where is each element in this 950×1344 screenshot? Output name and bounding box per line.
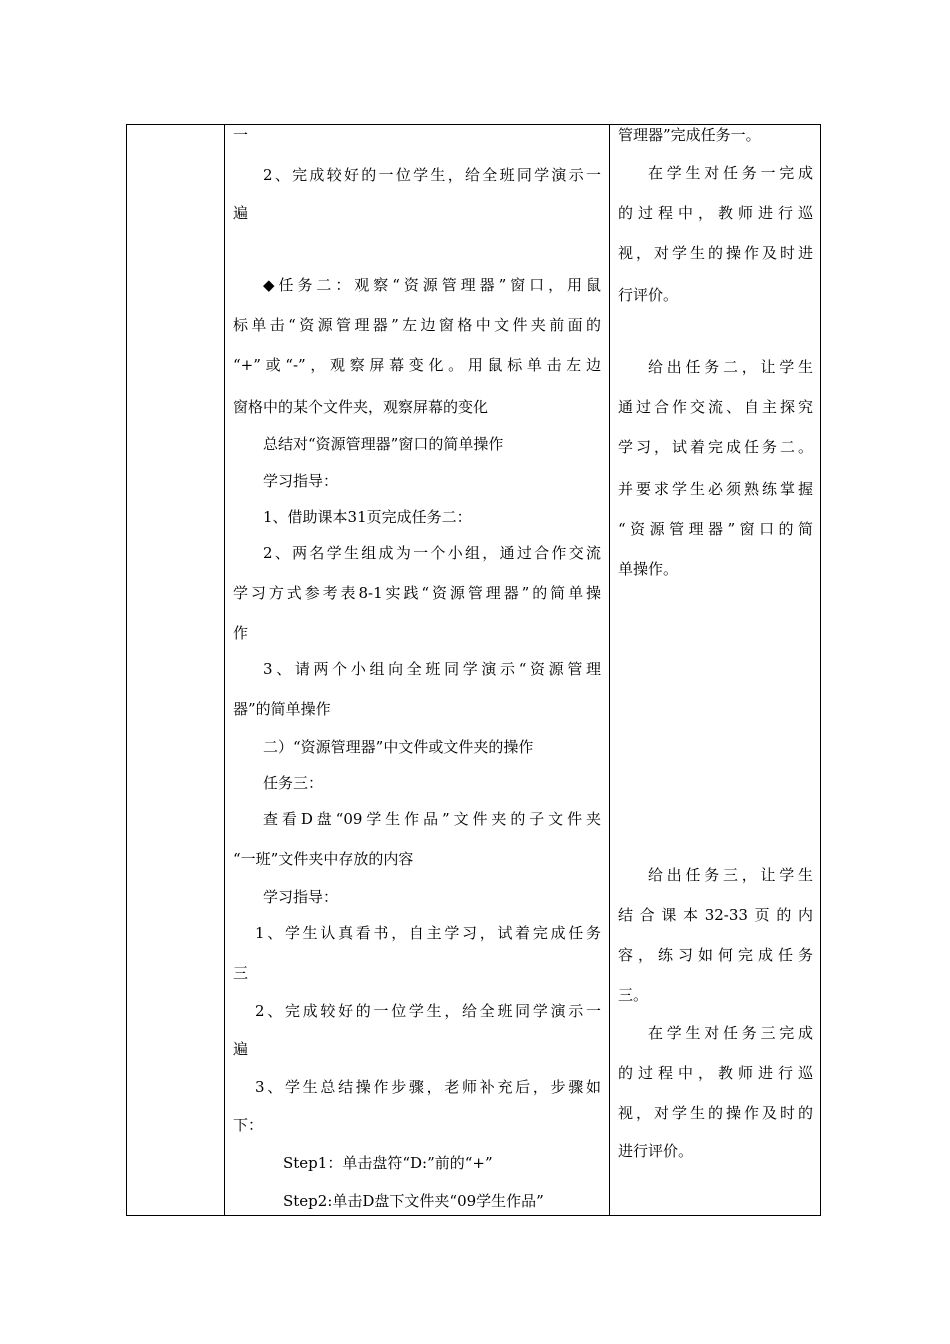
right-text-line: 三。 <box>618 986 649 1004</box>
mid-text-line: 下： <box>233 1116 264 1134</box>
right-text-line: 给出任务三，让学生 <box>648 866 813 884</box>
mid-text-line: 2、完成较好的一位学生，给全班同学演示一 <box>263 166 601 184</box>
right-text-line: 容，练习如何完成任务 <box>618 946 813 964</box>
mid-text-line: ◆任务二：观察“资源管理器”窗口，用鼠 <box>263 276 601 294</box>
mid-text-line: Step1：单击盘符“D:”前的“+” <box>283 1154 493 1172</box>
right-text-line: 视，对学生的操作及时进 <box>618 244 813 262</box>
right-text-line: 行评价。 <box>618 286 679 304</box>
mid-text-line: 学习指导： <box>263 472 339 490</box>
mid-text-line: 学习指导： <box>263 888 339 906</box>
right-text-line: 在学生对任务一完成 <box>648 164 813 182</box>
mid-text-line: 1、学生认真看书，自主学习，试着完成任务 <box>255 924 601 942</box>
right-text-line: 单操作。 <box>618 560 679 578</box>
mid-text-line: “+”或“-”，观察屏幕变化。用鼠标单击左边 <box>233 356 601 374</box>
right-text-line: “资源管理器”窗口的简 <box>618 520 813 538</box>
lesson-plan-table <box>126 124 821 1216</box>
mid-text-line: 标单击“资源管理器”左边窗格中文件夹前面的 <box>233 316 601 334</box>
mid-text-line: 三 <box>233 964 249 982</box>
mid-text-line: 学习方式参考表8-1实践“资源管理器”的简单操 <box>233 584 601 602</box>
right-text-line: 视，对学生的操作及时的 <box>618 1104 813 1122</box>
right-text-line: 并要求学生必须熟练掌握 <box>618 480 813 498</box>
right-text-line: 进行评价。 <box>618 1142 694 1160</box>
right-text-line: 的过程中，教师进行巡 <box>618 1064 813 1082</box>
mid-text-line: 遍 <box>233 204 249 222</box>
right-text-line: 结合课本32-33页的内 <box>618 906 813 924</box>
mid-text-line: 二）“资源管理器”中文件或文件夹的操作 <box>263 738 534 756</box>
mid-text-line: 任务三： <box>263 774 324 792</box>
column-divider-left <box>224 125 225 1215</box>
right-text-line: 学习，试着完成任务二。 <box>618 438 813 456</box>
mid-text-line: Step2:单击D盘下文件夹“09学生作品” <box>283 1192 544 1210</box>
mid-text-line: 3、请两个小组向全班同学演示“资源管理 <box>263 660 601 678</box>
mid-text-line: 器”的简单操作 <box>233 700 331 718</box>
mid-text-line: 2、完成较好的一位学生，给全班同学演示一 <box>255 1002 601 1020</box>
right-text-line: 给出任务二，让学生 <box>648 358 813 376</box>
mid-text-line: 一 <box>233 126 249 144</box>
mid-text-line: 遍 <box>233 1040 249 1058</box>
mid-text-line: 查看D盘“09学生作品”文件夹的子文件夹 <box>263 810 601 828</box>
right-text-line: 通过合作交流、自主探究 <box>618 398 813 416</box>
mid-text-line: “一班”文件夹中存放的内容 <box>233 850 414 868</box>
mid-text-line: 2、两名学生组成为一个小组，通过合作交流 <box>263 544 601 562</box>
right-text-line: 管理器”完成任务一。 <box>618 126 761 144</box>
design-intent-column <box>618 125 813 1215</box>
mid-text-line: 作 <box>233 624 249 642</box>
mid-text-line: 1、借助课本31页完成任务二： <box>263 508 472 526</box>
right-text-line: 的过程中，教师进行巡 <box>618 204 813 222</box>
column-divider-right <box>609 125 610 1215</box>
right-text-line: 在学生对任务三完成 <box>648 1024 813 1042</box>
mid-text-line: 3、学生总结操作步骤，老师补充后，步骤如 <box>255 1078 601 1096</box>
mid-text-line: 窗格中的某个文件夹，观察屏幕的变化 <box>233 398 489 416</box>
teaching-process-column <box>233 125 601 1215</box>
mid-text-line: 总结对“资源管理器”窗口的简单操作 <box>263 435 504 453</box>
